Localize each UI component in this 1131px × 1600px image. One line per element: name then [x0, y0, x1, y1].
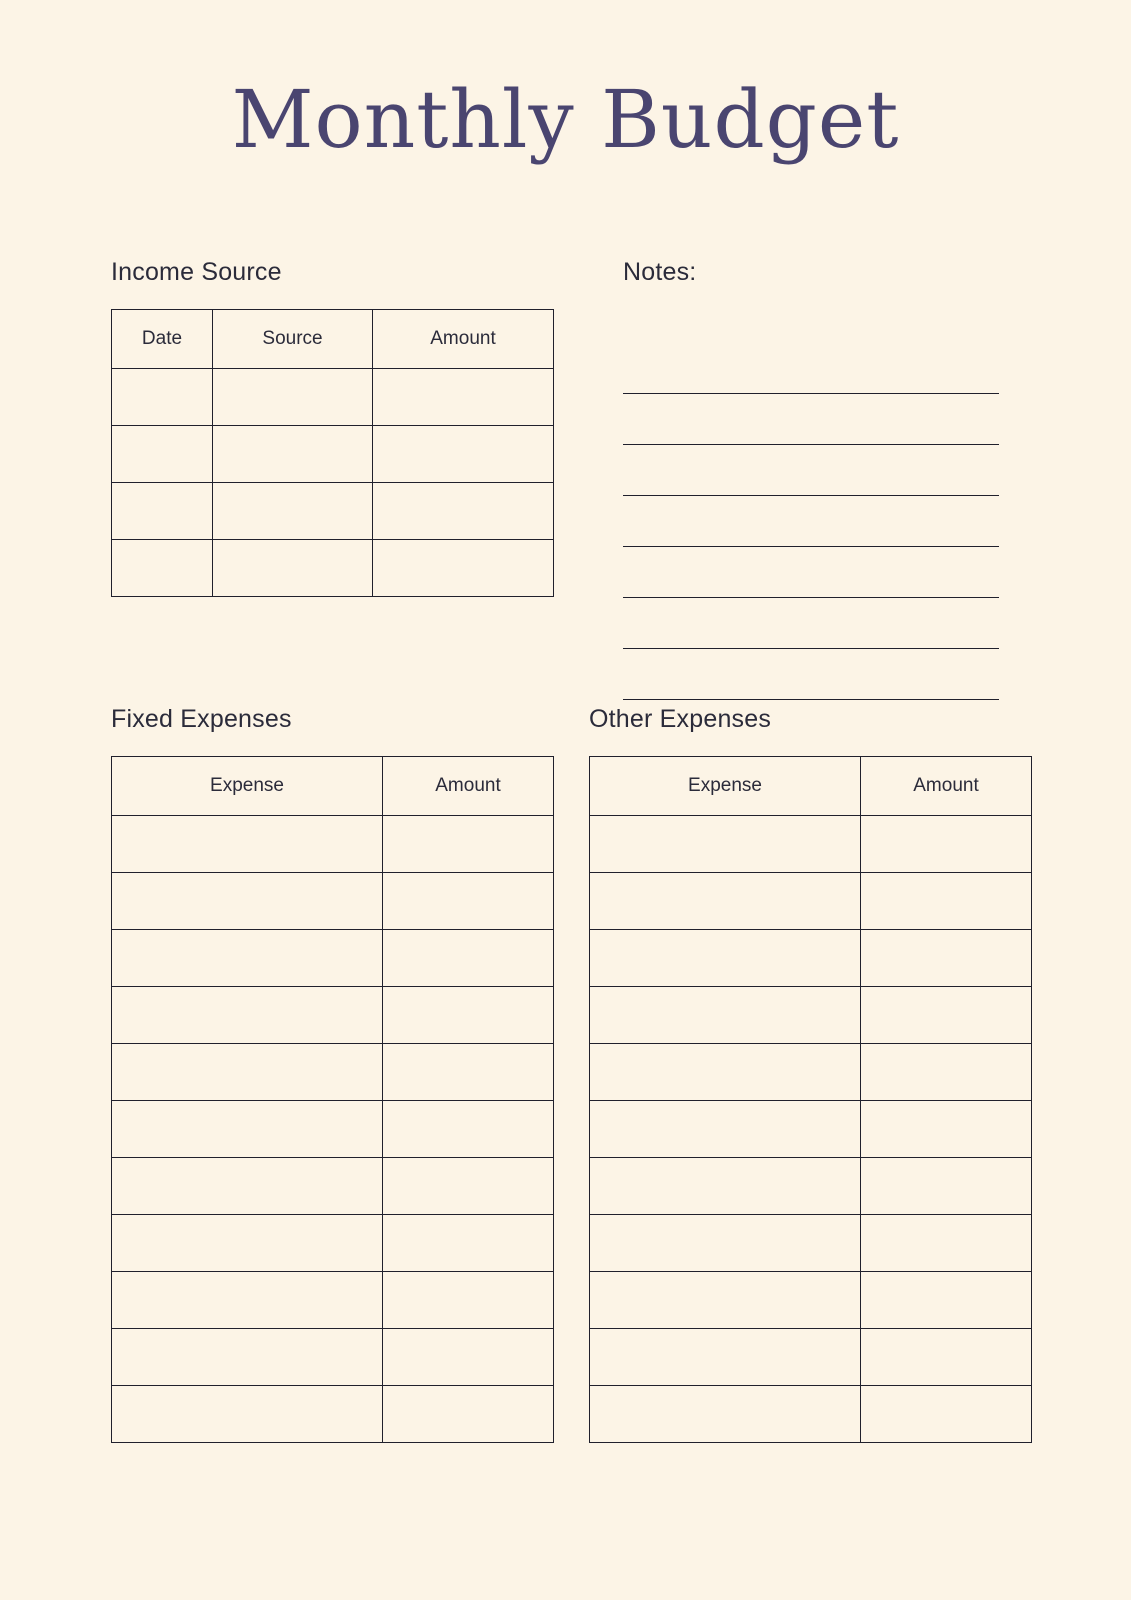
table-row	[590, 1101, 1032, 1158]
cell-expense[interactable]	[112, 987, 383, 1044]
income-table-body	[112, 369, 554, 597]
other-expenses-section	[589, 705, 1031, 1443]
notes-lines	[623, 341, 999, 700]
table-row	[112, 1386, 554, 1443]
note-line[interactable]	[623, 547, 999, 598]
cell-date[interactable]	[112, 483, 213, 540]
cell-amount[interactable]	[383, 1101, 554, 1158]
table-row	[112, 873, 554, 930]
cell-amount[interactable]	[861, 873, 1032, 930]
table-row	[112, 369, 554, 426]
table-row	[112, 1272, 554, 1329]
table-row	[590, 1044, 1032, 1101]
column-header-source: Source	[213, 310, 373, 369]
cell-amount[interactable]	[383, 816, 554, 873]
note-line[interactable]	[623, 445, 999, 496]
notes-heading: Notes:	[623, 258, 697, 286]
cell-amount[interactable]	[383, 930, 554, 987]
cell-amount[interactable]	[383, 1215, 554, 1272]
cell-amount[interactable]	[383, 1386, 554, 1443]
cell-amount[interactable]	[383, 1044, 554, 1101]
cell-expense[interactable]	[112, 1158, 383, 1215]
table-header-row	[112, 310, 554, 369]
fixed-expenses-body	[112, 816, 554, 1443]
cell-source[interactable]	[213, 540, 373, 597]
cell-source[interactable]	[213, 369, 373, 426]
table-row	[112, 816, 554, 873]
cell-date[interactable]	[112, 426, 213, 483]
table-row	[112, 1158, 554, 1215]
table-row	[590, 987, 1032, 1044]
table-row	[590, 1386, 1032, 1443]
fixed-expenses-heading: Fixed Expenses	[111, 705, 292, 733]
cell-expense[interactable]	[590, 987, 861, 1044]
note-line[interactable]	[623, 341, 999, 394]
table-row	[112, 1044, 554, 1101]
cell-amount[interactable]	[861, 816, 1032, 873]
cell-source[interactable]	[213, 426, 373, 483]
cell-expense[interactable]	[590, 1329, 861, 1386]
cell-expense[interactable]	[112, 1101, 383, 1158]
note-line[interactable]	[623, 598, 999, 649]
cell-expense[interactable]	[590, 1215, 861, 1272]
other-expenses-body	[590, 816, 1032, 1443]
table-row	[112, 1215, 554, 1272]
cell-amount[interactable]	[383, 987, 554, 1044]
other-expenses-table	[589, 756, 1032, 1443]
table-row	[590, 1158, 1032, 1215]
table-row	[112, 483, 554, 540]
cell-expense[interactable]	[112, 1044, 383, 1101]
table-row	[590, 1329, 1032, 1386]
column-header-amount: Amount	[373, 310, 554, 369]
table-header-row	[112, 757, 554, 816]
cell-amount[interactable]	[383, 1158, 554, 1215]
cell-amount[interactable]	[383, 1329, 554, 1386]
notes-section	[623, 258, 999, 700]
other-expenses-heading: Other Expenses	[589, 705, 772, 733]
table-row	[590, 1215, 1032, 1272]
cell-amount[interactable]	[383, 873, 554, 930]
table-row	[112, 1101, 554, 1158]
cell-expense[interactable]	[590, 873, 861, 930]
cell-amount[interactable]	[373, 369, 554, 426]
table-row	[590, 816, 1032, 873]
cell-amount[interactable]	[861, 930, 1032, 987]
income-source-section	[111, 258, 553, 597]
cell-expense[interactable]	[112, 1329, 383, 1386]
cell-expense[interactable]	[590, 1044, 861, 1101]
cell-expense[interactable]	[590, 1386, 861, 1443]
column-header-amount: Amount	[383, 757, 554, 816]
cell-expense[interactable]	[112, 1215, 383, 1272]
cell-amount[interactable]	[861, 987, 1032, 1044]
cell-source[interactable]	[213, 483, 373, 540]
cell-date[interactable]	[112, 369, 213, 426]
cell-amount[interactable]	[861, 1272, 1032, 1329]
cell-amount[interactable]	[861, 1215, 1032, 1272]
table-row	[112, 1329, 554, 1386]
cell-amount[interactable]	[861, 1044, 1032, 1101]
cell-amount[interactable]	[861, 1329, 1032, 1386]
note-line[interactable]	[623, 394, 999, 445]
cell-amount[interactable]	[373, 426, 554, 483]
cell-date[interactable]	[112, 540, 213, 597]
cell-amount[interactable]	[861, 1386, 1032, 1443]
cell-expense[interactable]	[590, 1101, 861, 1158]
cell-amount[interactable]	[861, 1158, 1032, 1215]
column-header-expense: Expense	[112, 757, 383, 816]
cell-expense[interactable]	[590, 816, 861, 873]
table-header-row	[590, 757, 1032, 816]
cell-amount[interactable]	[373, 483, 554, 540]
cell-amount[interactable]	[373, 540, 554, 597]
column-header-date: Date	[112, 310, 213, 369]
cell-expense[interactable]	[112, 930, 383, 987]
cell-amount[interactable]	[861, 1101, 1032, 1158]
income-source-heading: Income Source	[111, 258, 282, 286]
cell-expense[interactable]	[112, 1272, 383, 1329]
table-row	[590, 873, 1032, 930]
cell-amount[interactable]	[383, 1272, 554, 1329]
cell-expense[interactable]	[112, 1386, 383, 1443]
cell-expense[interactable]	[112, 873, 383, 930]
note-line[interactable]	[623, 496, 999, 547]
fixed-expenses-table	[111, 756, 554, 1443]
table-row	[590, 930, 1032, 987]
column-header-expense: Expense	[590, 757, 861, 816]
note-line[interactable]	[623, 649, 999, 700]
cell-expense[interactable]	[590, 1158, 861, 1215]
page-title: Monthly Budget	[231, 73, 900, 166]
fixed-expenses-section	[111, 705, 553, 1443]
table-row	[112, 987, 554, 1044]
cell-expense[interactable]	[590, 1272, 861, 1329]
income-source-table	[111, 309, 554, 597]
table-row	[112, 930, 554, 987]
table-row	[112, 426, 554, 483]
cell-expense[interactable]	[590, 930, 861, 987]
column-header-amount: Amount	[861, 757, 1032, 816]
table-row	[112, 540, 554, 597]
table-row	[590, 1272, 1032, 1329]
cell-expense[interactable]	[112, 816, 383, 873]
